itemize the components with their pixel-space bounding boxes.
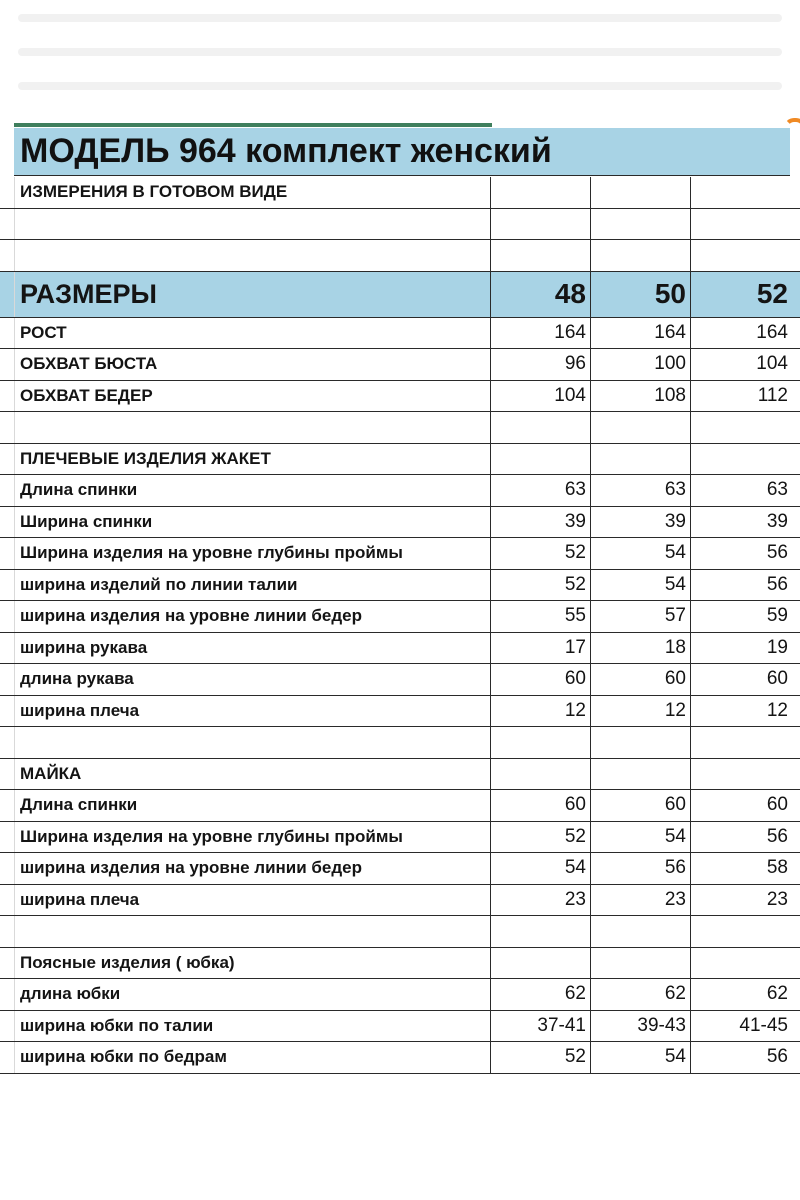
value-size-48: 54 <box>490 853 590 884</box>
value-size-52: 58 <box>690 853 800 884</box>
value-size-50: 54 <box>590 822 690 853</box>
empty-cell <box>14 916 490 947</box>
empty-cell <box>690 412 800 443</box>
value-size-52: 56 <box>690 822 800 853</box>
measurement-label: ширина плеча <box>14 696 490 727</box>
value-size-50: 12 <box>590 696 690 727</box>
value-size-48: 63 <box>490 475 590 506</box>
empty-cell <box>490 727 590 758</box>
sizes-header-row <box>0 272 800 318</box>
value-size-48: 52 <box>490 538 590 569</box>
table-row <box>0 853 800 885</box>
measurement-label: Ширина изделия на уровне глубины проймы <box>14 538 490 569</box>
measurement-label: Длина спинки <box>14 475 490 506</box>
measurement-label: длина юбки <box>14 979 490 1010</box>
empty-cell <box>590 916 690 947</box>
empty-cell <box>590 209 690 240</box>
value-size-52: 59 <box>690 601 800 632</box>
value-size-52: 41-45 <box>690 1011 800 1042</box>
value-size-50: 63 <box>590 475 690 506</box>
empty-row <box>0 727 800 759</box>
value-size-52: 56 <box>690 538 800 569</box>
empty-cell <box>490 759 590 790</box>
table-row <box>0 664 800 696</box>
empty-cell <box>490 412 590 443</box>
jacket-heading-row <box>0 444 800 476</box>
value-size-48: 17 <box>490 633 590 664</box>
value-size-52: 62 <box>690 979 800 1010</box>
value-size-48: 164 <box>490 318 590 349</box>
table-row <box>0 318 800 350</box>
value-size-50: 56 <box>590 853 690 884</box>
value-size-48: 12 <box>490 696 590 727</box>
value-size-52: 60 <box>690 790 800 821</box>
value-size-48: 39 <box>490 507 590 538</box>
faded-line <box>18 48 782 56</box>
empty-cell <box>490 209 590 240</box>
empty-cell <box>590 412 690 443</box>
blurred-background <box>0 0 800 115</box>
table-row <box>0 1011 800 1043</box>
measurement-label: Ширина изделия на уровне глубины проймы <box>14 822 490 853</box>
size-48-header: 48 <box>490 272 590 317</box>
section-heading: МАЙКА <box>14 759 490 790</box>
value-size-52: 12 <box>690 696 800 727</box>
value-size-48: 60 <box>490 790 590 821</box>
value-size-52: 112 <box>690 381 800 412</box>
value-size-48: 52 <box>490 570 590 601</box>
value-size-48: 37-41 <box>490 1011 590 1042</box>
empty-cell <box>590 177 690 208</box>
table-row <box>0 475 800 507</box>
value-size-50: 39 <box>590 507 690 538</box>
faded-line <box>18 14 782 22</box>
table-row <box>0 633 800 665</box>
empty-row <box>0 916 800 948</box>
measurement-label: ширина юбки по бедрам <box>14 1042 490 1073</box>
table-row <box>0 349 800 381</box>
value-size-48: 23 <box>490 885 590 916</box>
table-row <box>0 601 800 633</box>
empty-row <box>0 412 800 444</box>
table-row <box>0 538 800 570</box>
value-size-52: 164 <box>690 318 800 349</box>
empty-cell <box>490 240 590 271</box>
empty-cell <box>690 948 800 979</box>
value-size-52: 39 <box>690 507 800 538</box>
empty-cell <box>590 948 690 979</box>
section-heading: Поясные изделия ( юбка) <box>14 948 490 979</box>
value-size-48: 104 <box>490 381 590 412</box>
measurement-label: ОБХВАТ БЕДЕР <box>14 381 490 412</box>
empty-cell <box>14 727 490 758</box>
value-size-52: 19 <box>690 633 800 664</box>
empty-cell <box>590 240 690 271</box>
section-heading: ИЗМЕРЕНИЯ В ГОТОВОМ ВИДЕ <box>14 177 490 208</box>
measurement-label: РОСТ <box>14 318 490 349</box>
selection-bar <box>14 123 492 127</box>
empty-cell <box>490 916 590 947</box>
value-size-52: 63 <box>690 475 800 506</box>
value-size-48: 52 <box>490 1042 590 1073</box>
title-row <box>14 128 790 176</box>
value-size-48: 96 <box>490 349 590 380</box>
table-row <box>0 885 800 917</box>
table-row <box>0 822 800 854</box>
section-heading: ПЛЕЧЕВЫЕ ИЗДЕЛИЯ ЖАКЕТ <box>14 444 490 475</box>
value-size-50: 164 <box>590 318 690 349</box>
table-row <box>0 570 800 602</box>
empty-cell <box>690 444 800 475</box>
empty-cell <box>590 759 690 790</box>
empty-cell <box>490 444 590 475</box>
subtitle-row <box>0 177 800 209</box>
size-52-header: 52 <box>690 272 800 317</box>
measurement-label: Ширина спинки <box>14 507 490 538</box>
value-size-50: 57 <box>590 601 690 632</box>
value-size-50: 108 <box>590 381 690 412</box>
table-row <box>0 790 800 822</box>
empty-cell <box>14 412 490 443</box>
empty-cell <box>690 916 800 947</box>
value-size-48: 52 <box>490 822 590 853</box>
measurement-label: ширина плеча <box>14 885 490 916</box>
measurement-label: Длина спинки <box>14 790 490 821</box>
value-size-50: 54 <box>590 1042 690 1073</box>
top-heading-row <box>0 759 800 791</box>
value-size-50: 100 <box>590 349 690 380</box>
value-size-50: 60 <box>590 664 690 695</box>
value-size-50: 23 <box>590 885 690 916</box>
faded-line <box>18 82 782 90</box>
empty-cell <box>490 948 590 979</box>
sizes-label: РАЗМЕРЫ <box>14 272 490 317</box>
value-size-52: 60 <box>690 664 800 695</box>
empty-cell <box>14 240 490 271</box>
measurement-label: ширина изделий по линии талии <box>14 570 490 601</box>
empty-cell <box>490 177 590 208</box>
value-size-50: 54 <box>590 538 690 569</box>
value-size-52: 23 <box>690 885 800 916</box>
table-row <box>0 1042 800 1074</box>
page-title: МОДЕЛЬ 964 комплект женский <box>20 132 552 170</box>
value-size-50: 54 <box>590 570 690 601</box>
empty-row <box>0 240 800 272</box>
measurement-label: длина рукава <box>14 664 490 695</box>
measurement-label: ОБХВАТ БЮСТА <box>14 349 490 380</box>
value-size-52: 104 <box>690 349 800 380</box>
empty-cell <box>690 177 800 208</box>
empty-cell <box>690 240 800 271</box>
value-size-50: 62 <box>590 979 690 1010</box>
measurement-label: ширина изделия на уровне линии бедер <box>14 853 490 884</box>
table-row <box>0 696 800 728</box>
value-size-48: 62 <box>490 979 590 1010</box>
table-row <box>0 979 800 1011</box>
empty-cell <box>590 727 690 758</box>
value-size-50: 39-43 <box>590 1011 690 1042</box>
value-size-52: 56 <box>690 570 800 601</box>
measurement-label: ширина изделия на уровне линии бедер <box>14 601 490 632</box>
empty-cell <box>690 727 800 758</box>
value-size-50: 60 <box>590 790 690 821</box>
empty-cell <box>590 444 690 475</box>
measurement-label: ширина рукава <box>14 633 490 664</box>
value-size-52: 56 <box>690 1042 800 1073</box>
table-row <box>0 381 800 413</box>
value-size-48: 55 <box>490 601 590 632</box>
measurement-label: ширина юбки по талии <box>14 1011 490 1042</box>
empty-cell <box>690 759 800 790</box>
empty-cell <box>690 209 800 240</box>
table-row <box>0 507 800 539</box>
size-50-header: 50 <box>590 272 690 317</box>
empty-row <box>0 209 800 241</box>
value-size-48: 60 <box>490 664 590 695</box>
empty-cell <box>14 209 490 240</box>
value-size-50: 18 <box>590 633 690 664</box>
skirt-heading-row <box>0 948 800 980</box>
